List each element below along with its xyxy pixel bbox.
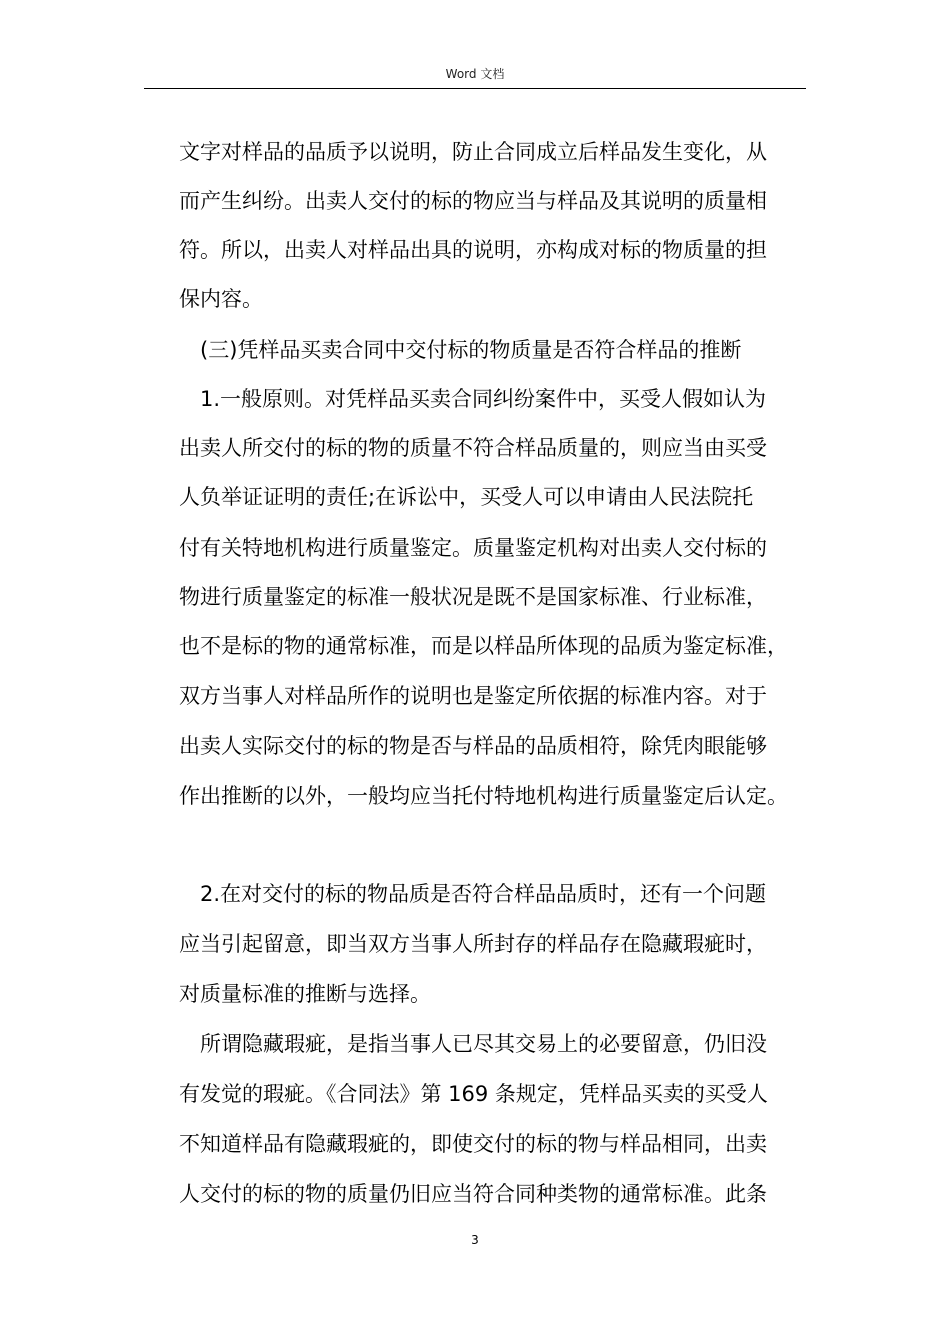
text-line: 双方当事人对样品所作的说明也是鉴定所依据的标准内容。对于 <box>179 684 767 708</box>
page-number: 3 <box>471 1233 479 1247</box>
text-line: 物进行质量鉴定的标准一般状况是既不是国家标准、行业标准， <box>179 585 767 609</box>
text-line: 付有关特地机构进行质量鉴定。质量鉴定机构对出卖人交付标的 <box>179 536 767 560</box>
text-line: 对质量标准的推断与选择。 <box>179 982 431 1006</box>
text-line: 出卖人所交付的标的物的质量不符合样品质量的，则应当由买受 <box>179 436 767 460</box>
text-line: 出卖人实际交付的标的物是否与样品的品质相符，除凭肉眼能够 <box>179 734 767 758</box>
text-line: 也不是标的物的通常标准，而是以样品所体现的品质为鉴定标准， <box>179 634 788 658</box>
text-line: 不知道样品有隐藏瑕疵的，即使交付的标的物与样品相同，出卖 <box>179 1132 767 1156</box>
text-line: 保内容。 <box>179 287 263 311</box>
text-line: 有发觉的瑕疵。《合同法》第 169 条规定，凭样品买卖的买受人 <box>179 1082 768 1106</box>
text-line: 而产生纠纷。出卖人交付的标的物应当与样品及其说明的质量相 <box>179 189 767 213</box>
page-header: Word 文档 <box>445 67 505 81</box>
text-line: 所谓隐藏瑕疵，是指当事人已尽其交易上的必要留意，仍旧没 <box>200 1032 767 1056</box>
text-line: 应当引起留意，即当双方当事人所封存的样品存在隐藏瑕疵时， <box>179 932 767 956</box>
section-heading: (三)凭样品买卖合同中交付标的物质量是否符合样品的推断 <box>200 338 742 362</box>
header-divider <box>144 88 806 89</box>
text-line: 作出推断的以外，一般均应当托付特地机构进行质量鉴定后认定。 <box>179 784 788 808</box>
text-line: 2.在对交付的标的物品质是否符合样品品质时，还有一个问题 <box>200 882 767 906</box>
text-line: 1.一般原则。对凭样品买卖合同纠纷案件中，买受人假如认为 <box>200 387 767 411</box>
text-line: 人负举证证明的责任;在诉讼中，买受人可以申请由人民法院托 <box>179 485 754 509</box>
text-line: 文字对样品的品质予以说明，防止合同成立后样品发生变化，从 <box>179 140 767 164</box>
text-line: 人交付的标的物的质量仍旧应当符合同种类物的通常标准。此条 <box>179 1182 767 1206</box>
text-line: 符。所以，出卖人对样品出具的说明，亦构成对标的物质量的担 <box>179 238 767 262</box>
